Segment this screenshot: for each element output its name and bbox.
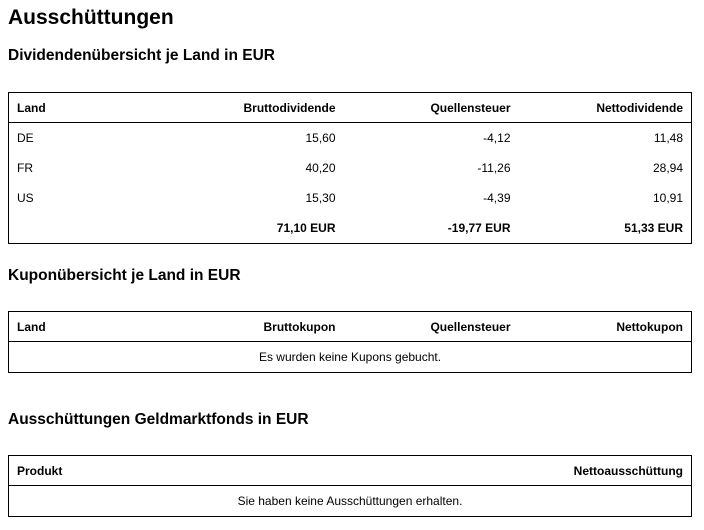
column-header-country: Land xyxy=(9,93,109,123)
gross-dividend-cell: 15,30 xyxy=(305,191,336,205)
total-withholding-tax: -19,77 EUR xyxy=(447,221,511,235)
country-cell: DE xyxy=(17,131,34,145)
coupons-section-title: Kuponübersicht je Land in EUR xyxy=(8,267,241,284)
total-net-dividend: 51,33 EUR xyxy=(624,221,683,235)
dividends-section-title: Dividendenübersicht je Land in EUR xyxy=(8,47,275,64)
withholding-tax-cell: -4,12 xyxy=(483,131,511,145)
column-header-net-coupon: Nettokupon xyxy=(519,312,692,342)
page-title: Ausschüttungen xyxy=(8,6,174,29)
dividends-table xyxy=(8,92,692,244)
totals-row xyxy=(9,213,692,244)
column-header-withholding-tax: Quellensteuer xyxy=(344,312,519,342)
gross-dividend-cell: 40,20 xyxy=(305,161,336,175)
withholding-tax-cell: -11,26 xyxy=(477,161,511,175)
column-header-net-distribution: Nettoausschüttung xyxy=(349,456,692,486)
withholding-tax-cell: -4,39 xyxy=(483,191,511,205)
coupons-header-row xyxy=(9,312,692,342)
total-gross-dividend: 71,10 EUR xyxy=(276,221,336,235)
empty-message-row xyxy=(9,342,692,373)
dividends-header-row xyxy=(9,93,692,123)
net-dividend-cell: 28,94 xyxy=(652,161,683,175)
net-dividend-cell: 10,91 xyxy=(652,191,683,205)
country-cell: FR xyxy=(17,161,33,175)
empty-message: Es wurden keine Kupons gebucht. xyxy=(258,350,442,364)
table-row xyxy=(9,153,692,183)
money-market-table xyxy=(8,455,692,517)
empty-message: Sie haben keine Ausschüttungen erhalten. xyxy=(237,494,463,508)
total-label-cell xyxy=(9,213,109,244)
empty-message-row xyxy=(9,486,692,517)
coupons-table xyxy=(8,311,692,373)
column-header-gross-coupon: Bruttokupon xyxy=(109,312,344,342)
gross-dividend-cell: 15,60 xyxy=(305,131,336,145)
column-header-country: Land xyxy=(9,312,109,342)
column-header-net-dividend: Nettodividende xyxy=(519,93,692,123)
country-cell: US xyxy=(17,191,34,205)
column-header-gross-dividend: Bruttodividende xyxy=(109,93,344,123)
table-row xyxy=(9,183,692,213)
table-row xyxy=(9,123,692,154)
column-header-product: Produkt xyxy=(9,456,349,486)
money-market-section-title: Ausschüttungen Geldmarktfonds in EUR xyxy=(8,411,309,428)
net-dividend-cell: 11,48 xyxy=(653,131,683,145)
column-header-withholding-tax: Quellensteuer xyxy=(344,93,519,123)
money-market-header-row xyxy=(9,456,692,486)
